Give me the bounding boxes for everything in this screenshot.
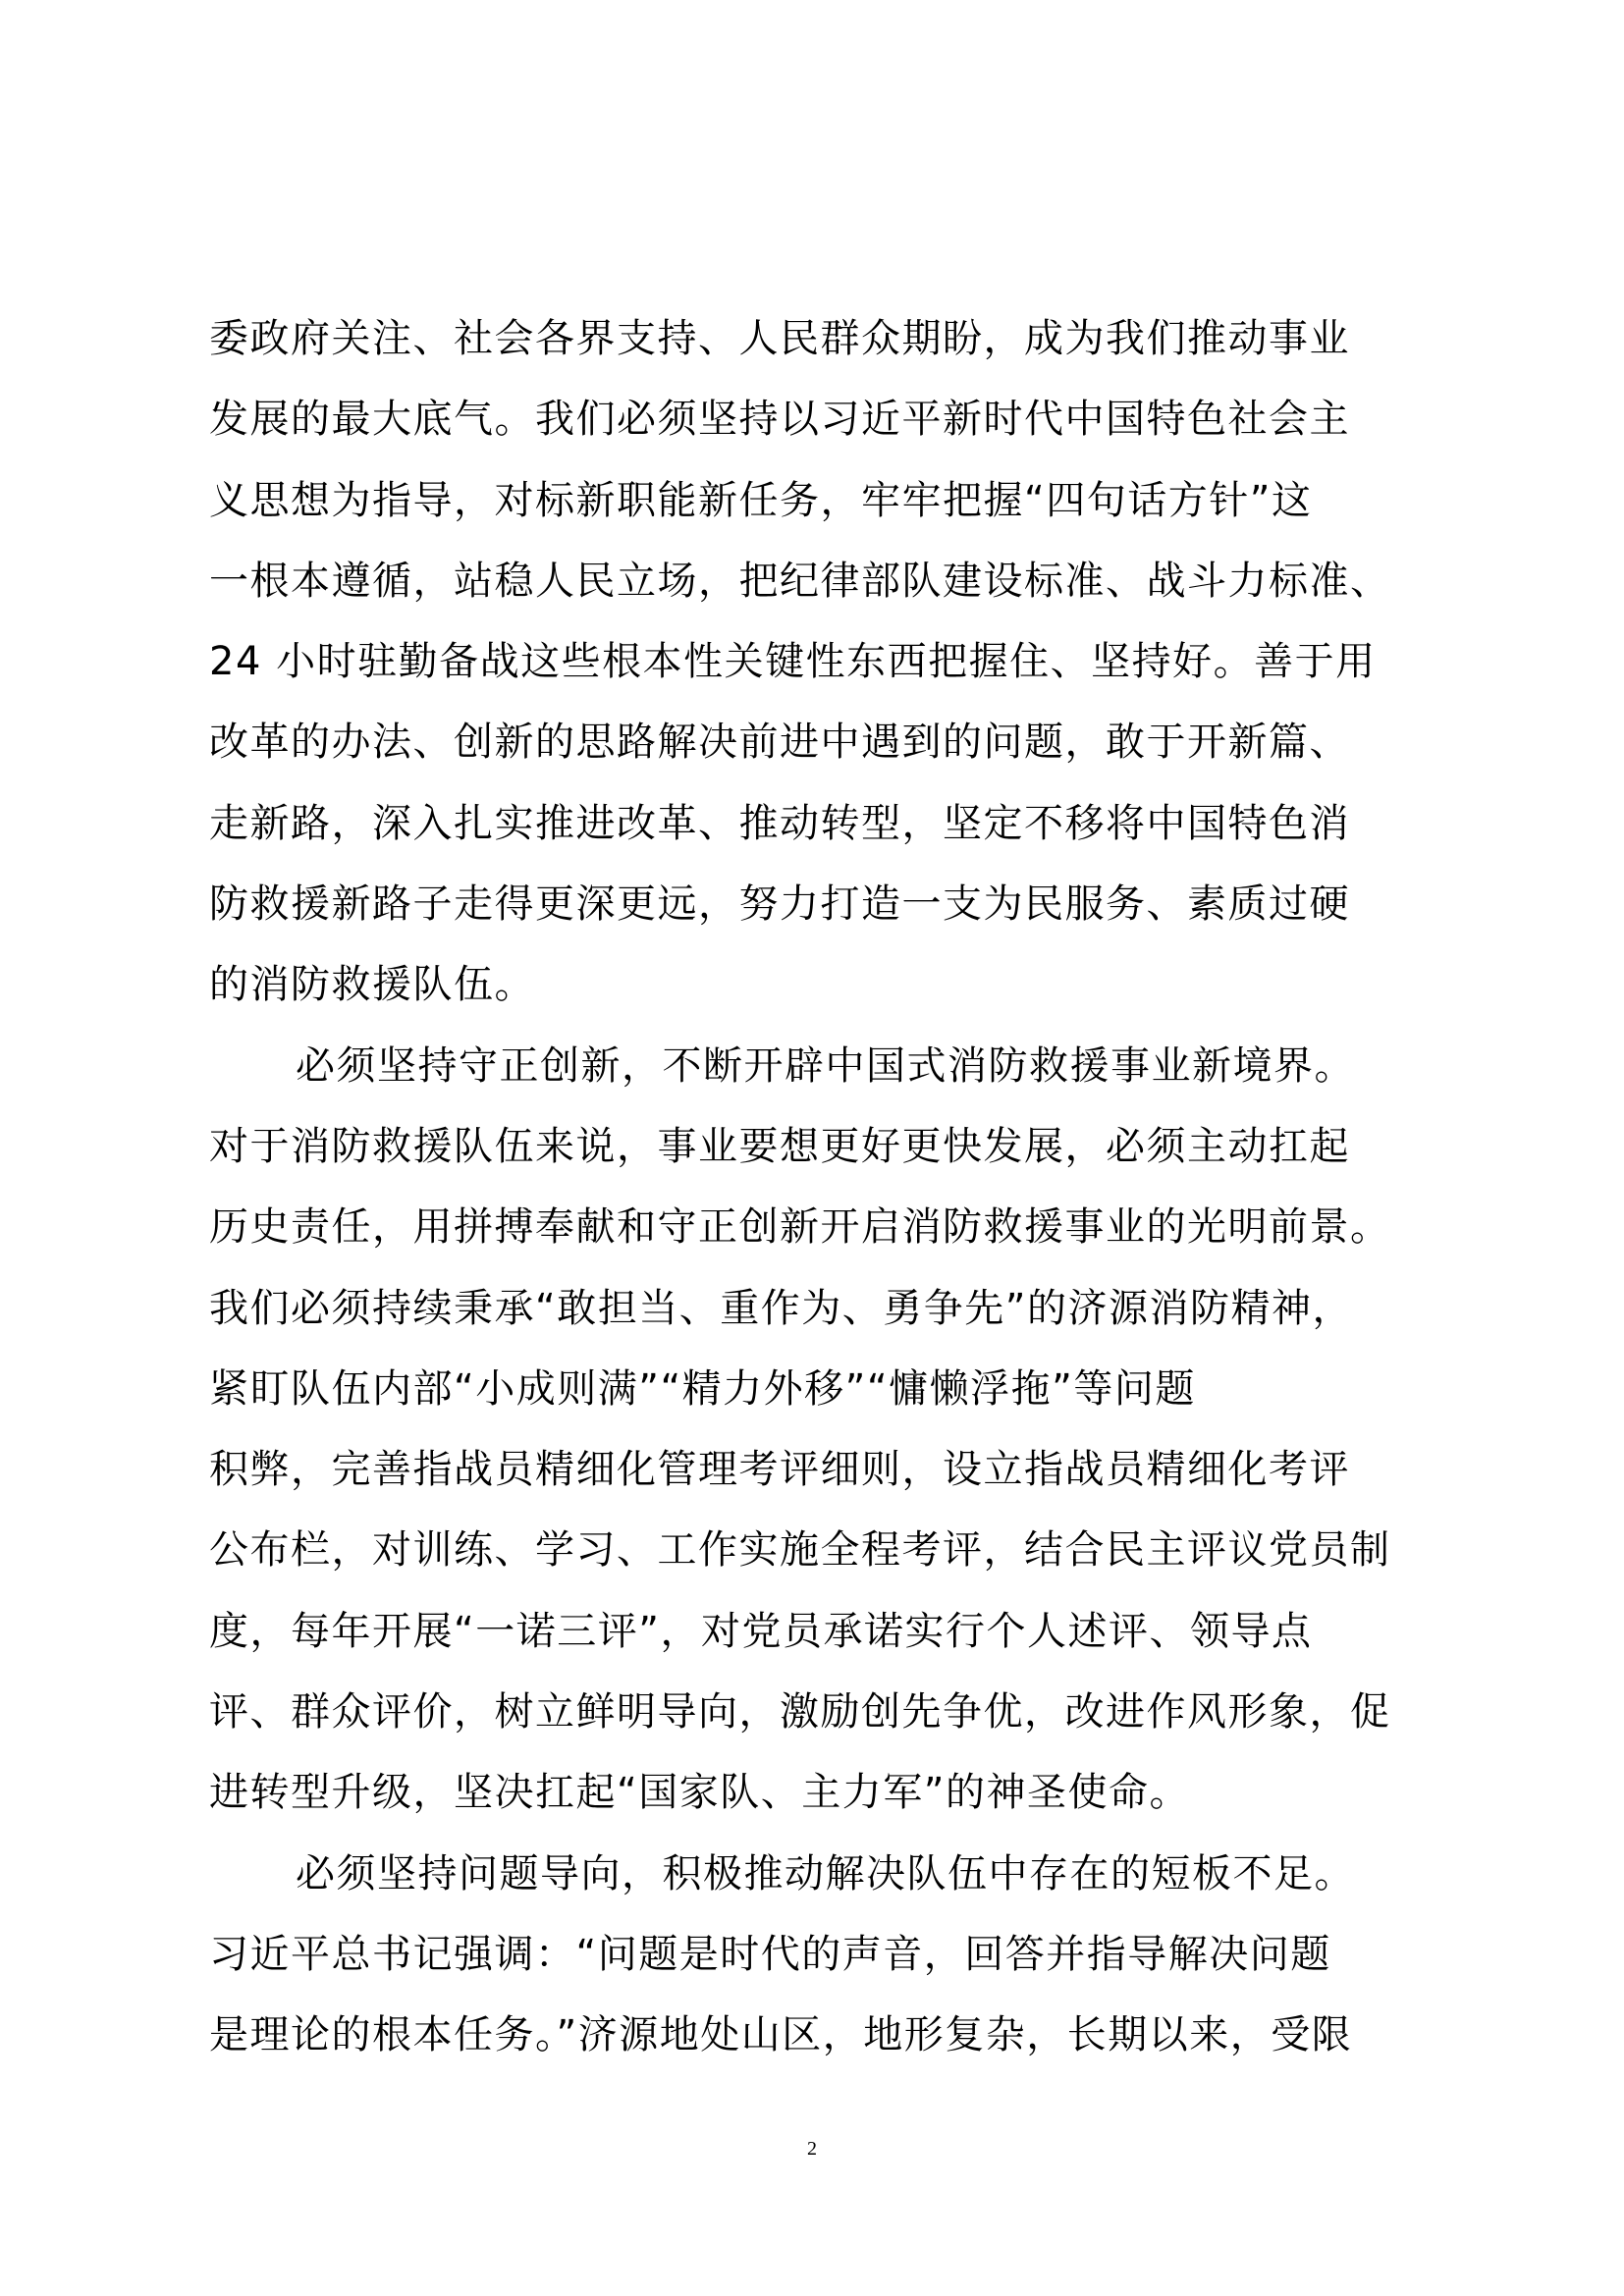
text-line: 一根本遵循，站稳人民立场，把纪律部队建设标准、战斗力标准、 <box>209 558 1391 604</box>
text-line: 义思想为指导，对标新职能新任务，牢牢把握“四句话方针”这 <box>209 477 1313 523</box>
text-line: 发展的最大底气。我们必须坚持以习近平新时代中国特色社会主 <box>209 397 1350 443</box>
paragraph-heading-line: 必须坚持守正创新，不断开辟中国式消防救援事业新境界。 <box>296 1042 1355 1089</box>
paragraph-heading-line: 必须坚持问题导向，积极推动解决队伍中存在的短板不足。 <box>296 1850 1355 1896</box>
text-line: 度，每年开展“一诺三评”，对党员承诺实行个人述评、领导点 <box>209 1608 1313 1654</box>
text-line: 委政府关注、社会各界支持、人民群众期盼，成为我们推动事业 <box>209 316 1350 361</box>
text-line: 评、群众评价，树立鲜明导向，激励创先争优，改进作风形象，促 <box>209 1689 1391 1735</box>
text-line: 改革的办法、创新的思路解决前进中遇到的问题，敢于开新篇、 <box>209 720 1350 766</box>
text-line: 积弊，完善指战员精细化管理考评细则，设立指战员精细化考评 <box>209 1447 1350 1493</box>
text-line: 紧盯队伍内部“小成则满”“精力外移”“慵懒浮拖”等问题 <box>209 1365 1196 1412</box>
text-line: 24 小时驻勤备战这些根本性关键性东西把握住、坚持好。善于用 <box>209 639 1377 685</box>
text-line: 是理论的根本任务。”济源地处山区，地形复杂，长期以来，受限 <box>209 2012 1353 2058</box>
text-line: 习近平总书记强调：“问题是时代的声音，回答并指导解决问题 <box>209 1931 1331 1977</box>
body-text <box>209 303 1436 2081</box>
text-line: 对于消防救援队伍来说，事业要想更好更快发展，必须主动扛起 <box>209 1123 1350 1169</box>
text-line: 我们必须持续秉承“敢担当、重作为、勇争先”的济源消防精神， <box>209 1285 1353 1331</box>
text-line: 防救援新路子走得更深更远，努力打造一支为民服务、素质过硬 <box>209 881 1350 928</box>
text-line: 走新路，深入扎实推进改革、推动转型，坚定不移将中国特色消 <box>209 800 1350 846</box>
text-line: 的消防救援队伍。 <box>209 962 535 1008</box>
page-number: 2 <box>807 2138 817 2160</box>
text-line: 公布栏，对训练、学习、工作实施全程考评，结合民主评议党员制 <box>209 1527 1391 1574</box>
text-line: 历史责任，用拼搏奉献和守正创新开启消防救援事业的光明前景。 <box>209 1204 1391 1251</box>
text-line: 进转型升级，坚决扛起“国家队、主力军”的神圣使命。 <box>209 1770 1190 1816</box>
